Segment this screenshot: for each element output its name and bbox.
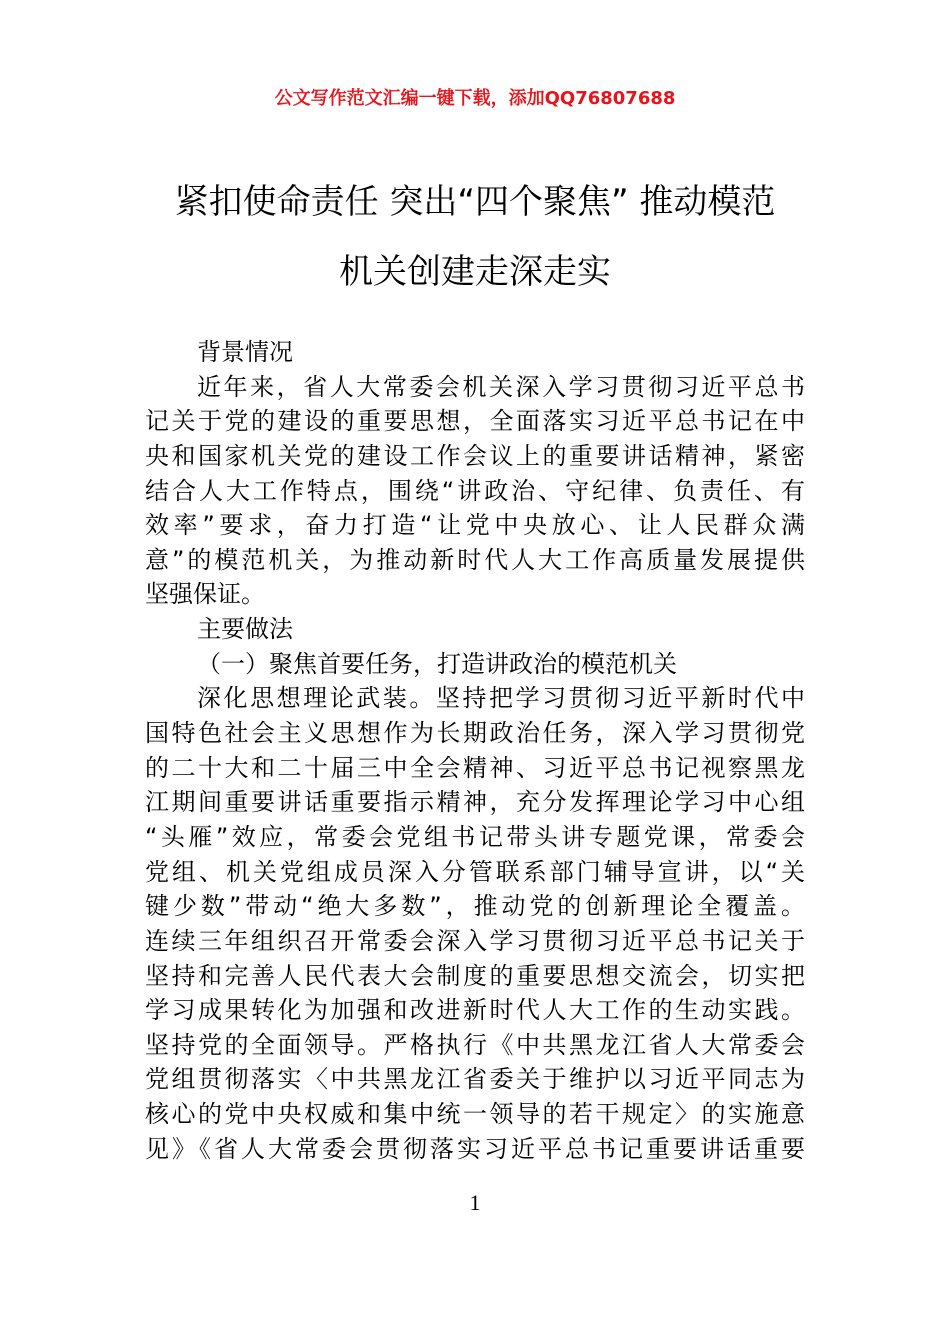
text-line: 深化思想理论武装。坚持把学习贯彻习近平新时代中 — [197, 684, 805, 713]
text-line: 记关于党的建设的重要思想，全面落实习近平总书记在中 — [145, 407, 805, 436]
text-line: 背景情况 — [197, 338, 293, 366]
text-line: 近年来，省人大常委会机关深入学习贯彻习近平总书 — [197, 372, 805, 401]
text-line: 效率”要求，奋力打造“让党中央放心、让人民群众满 — [145, 511, 805, 540]
text-line: 坚持和完善人民代表大会制度的重要思想交流会，切实把 — [145, 961, 805, 990]
text-line: 意”的模范机关，为推动新时代人大工作高质量发展提供 — [145, 545, 805, 574]
document-body — [145, 335, 805, 1166]
text-line: （一）聚焦首要任务，打造讲政治的模范机关 — [197, 649, 677, 678]
document-title-line-2: 机关创建走深走实 — [339, 252, 611, 292]
text-line: 江期间重要讲话重要指示精神，充分发挥理论学习中心组 — [145, 788, 805, 817]
text-line: 的二十大和二十届三中全会精神、习近平总书记视察黑龙 — [145, 753, 805, 782]
page-number: 1 — [469, 1190, 481, 1215]
text-line: 见》《省人大常委会贯彻落实习近平总书记重要讲话重要 — [145, 1134, 805, 1163]
document-title-line-1: 紧扣使命责任 突出“四个聚焦” 推动模范 — [174, 182, 776, 222]
text-line: 结合人大工作特点，围绕“讲政治、守纪律、负责任、有 — [145, 476, 805, 505]
text-line: 党组、机关党组成员深入分管联系部门辅导宣讲，以“关 — [145, 857, 805, 886]
text-line: 主要做法 — [197, 615, 293, 644]
text-line: 党组贯彻落实〈中共黑龙江省委关于维护以习近平同志为 — [145, 1065, 805, 1094]
text-line: 键少数”带动“绝大多数”，推动党的创新理论全覆盖。 — [145, 892, 805, 921]
text-line: “头雁”效应，常委会党组书记带头讲专题党课，常委会 — [145, 822, 805, 851]
text-line: 坚强保证。 — [145, 580, 265, 609]
text-line: 坚持党的全面领导。严格执行《中共黑龙江省人大常委会 — [145, 1030, 805, 1059]
text-line: 学习成果转化为加强和改进新时代人大工作的生动实践。 — [145, 996, 805, 1025]
text-line: 国特色社会主义思想作为长期政治任务，深入学习贯彻党 — [145, 719, 805, 748]
text-line: 央和国家机关党的建设工作会议上的重要讲话精神，紧密 — [145, 441, 805, 470]
text-line: 连续三年组织召开常委会深入学习贯彻习近平总书记关于 — [145, 926, 805, 955]
text-line: 核心的党中央权威和集中统一领导的若干规定〉的实施意 — [145, 1100, 805, 1129]
download-notice: 公文写作范文汇编一键下载，添加QQ76807688 — [274, 88, 676, 109]
